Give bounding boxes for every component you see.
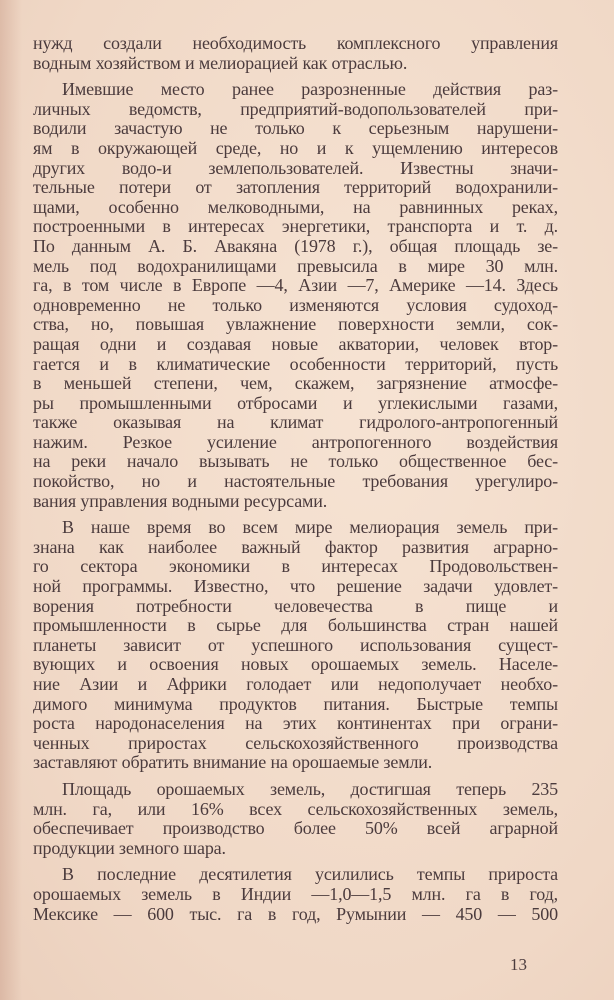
text-line: орошаемых земель в Индии —1,0—1,5 млн. га в год, (33, 883, 558, 904)
page-number: 13 (510, 955, 527, 974)
text-line: заставляют обратить внимание на орошаемые земли. (33, 752, 433, 773)
text-line: Имевшие место ранее разрозненные действия раз- (62, 79, 558, 100)
text-line: щами, особенно мелководными, на равнинных реках, (33, 196, 558, 217)
text-line: водным хозяйством и мелиорацией как отраслью. (33, 52, 408, 73)
text-line: нужд создали необходимость комплексного управления (33, 33, 558, 53)
text-line: млн. га, или 16% всех сельскохозяйственных земель, (33, 798, 558, 819)
text-line: знана как наиболее важный фактор развития аграрно- (33, 536, 558, 557)
text-line: ращая одни и создавая новые акватории, человек втор- (33, 333, 558, 354)
text-line: ям в окружающей среде, но и к ущемлению интересов (33, 137, 558, 158)
text-line: планеты зависит от успешного использования сущест- (33, 634, 558, 655)
text-line: ворения потребности человечества в пище и (33, 595, 558, 616)
text-line: Площадь орошаемых земель, достигшая теперь 235 (62, 778, 558, 799)
text-line: вующих и освоения новых орошаемых земель. Населе- (33, 654, 558, 675)
text-line: одновременно не только изменяются условия судоход- (33, 294, 558, 315)
paragraph (33, 865, 558, 924)
text-line: ства, но, повышая увлажнение поверхности земли, сок- (33, 314, 558, 335)
paragraph (33, 780, 558, 858)
text-line: на реки начало вызывать не только общественное бес- (33, 451, 558, 472)
text-line: ченных приростах сельскохозяйственного производства (33, 732, 558, 753)
paragraph (33, 80, 558, 511)
text-line: В последние десятилетия усилились темпы прироста (62, 864, 558, 885)
text-line: Мексике — 600 тыс. га в год, Румынии — 450 — 500 (33, 903, 558, 924)
text-line: В наше время во всем мире мелиорация земель при- (62, 517, 558, 538)
text-line: мель под водохранилищами превысила в мире 30 млн. (33, 255, 558, 276)
paragraph (33, 34, 558, 73)
text-line: также оказывая на климат гидролого-антропогенный (33, 412, 558, 433)
text-line: го сектора экономики в интересах Продовольствен- (33, 556, 558, 577)
text-line: роста народонаселения на этих континентах при ограни- (33, 713, 558, 734)
text-line: тельные потери от затопления территорий водохранили- (33, 177, 558, 198)
paragraph (33, 518, 558, 773)
text-line: По данным А. Б. Авакяна (1978 г.), общая площадь зе- (33, 235, 558, 256)
text-line: водили зачастую не только к серьезным нарушени- (33, 118, 558, 139)
text-line: ние Азии и Африки голодает или недополучает необхо- (33, 674, 558, 694)
text-line: га, в том числе в Европе —4, Азии —7, Америке —14. Здесь (33, 275, 558, 296)
text-line: личных ведомств, предприятий-водопользователей при- (33, 98, 558, 119)
text-line: обеспечивает производство более 50% всей аграрной (33, 818, 558, 839)
text-line: гается и в климатические особенности территорий, пусть (33, 353, 558, 374)
text-line: димого минимума продуктов питания. Быстрые темпы (33, 693, 558, 714)
text-line: построенными в интересах энергетики, транспорта и т. д. (33, 216, 558, 237)
text-line: покойство, но и настоятельные требования урегулиро- (33, 471, 558, 492)
text-line: продукции земного шара. (33, 837, 226, 858)
text-line: других водо-и землепользователей. Известны значи- (33, 157, 558, 178)
page-body-text (33, 34, 558, 931)
text-line: вания управления водными ресурсами. (33, 490, 328, 511)
text-line: ры промышленными отбросами и углекислыми газами, (33, 392, 558, 413)
text-line: в меньшей степени, чем, скажем, загрязнение атмосфе- (33, 373, 558, 394)
text-line: промышленности в сырье для большинства стран нашей (33, 615, 558, 636)
text-line: нажим. Резкое усиление антропогенного воздействия (33, 431, 558, 452)
text-line: ной программы. Известно, что решение задачи удовлет- (33, 576, 558, 597)
